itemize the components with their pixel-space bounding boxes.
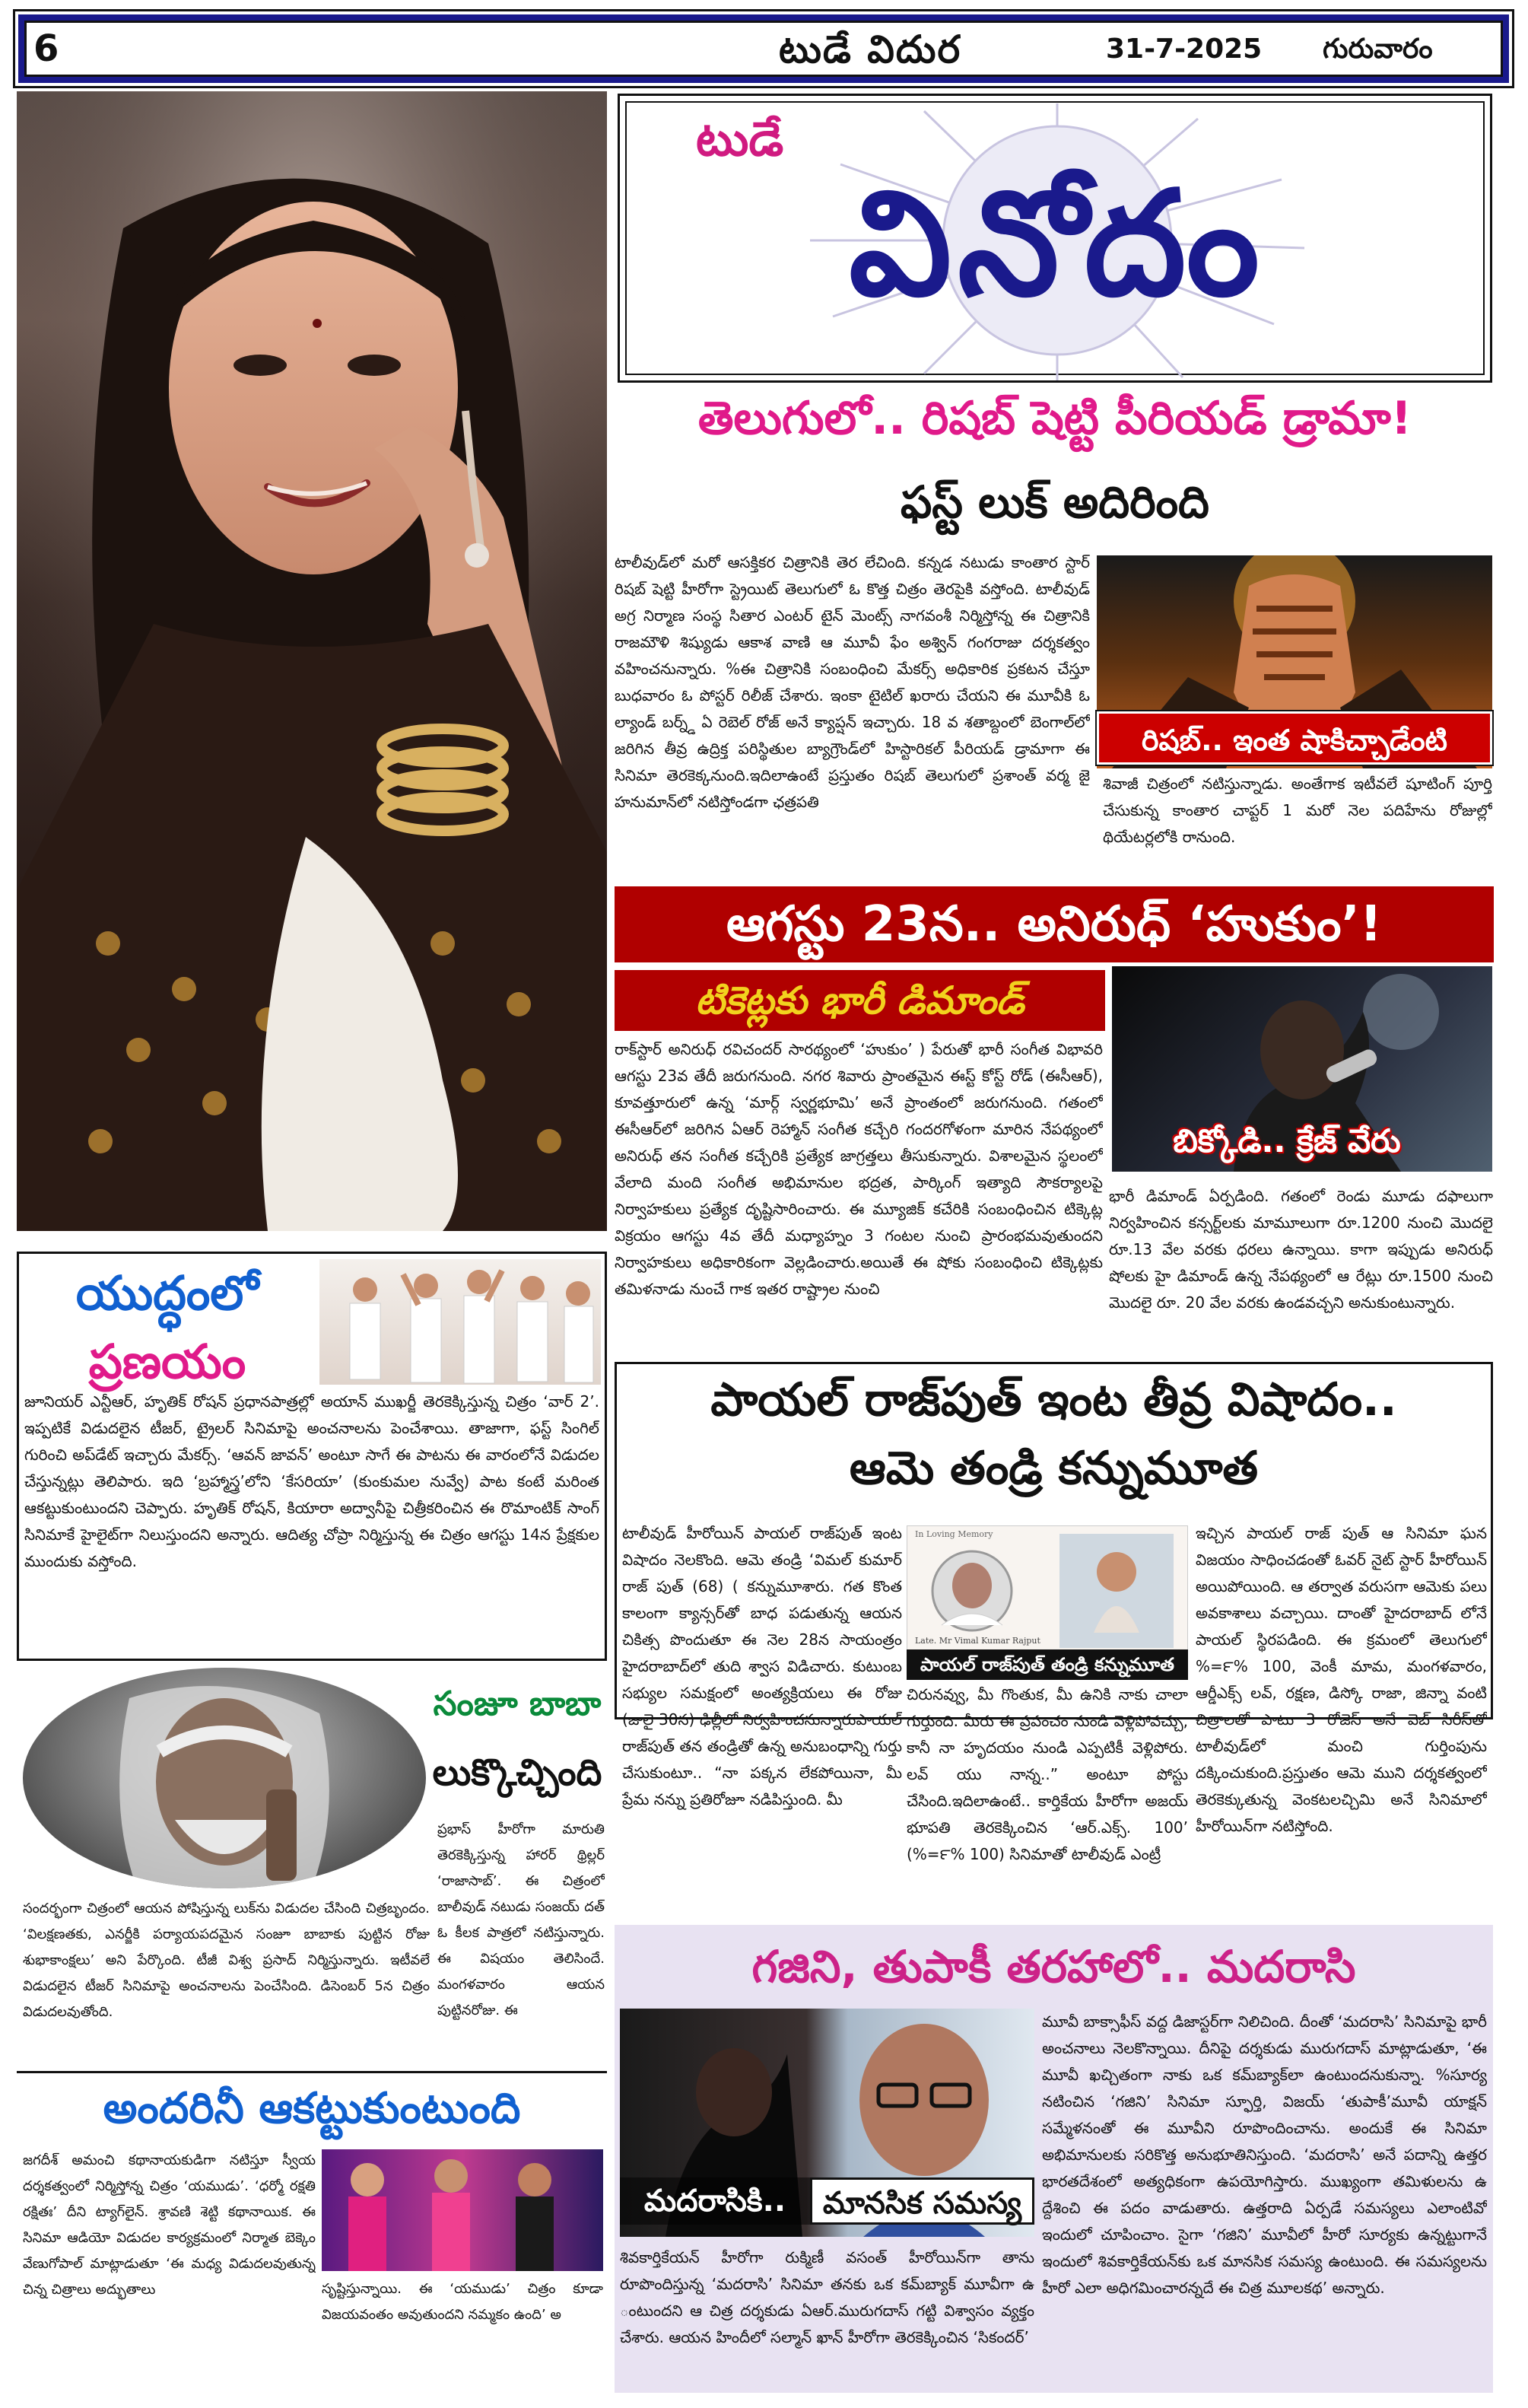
issue-date: 31-7-2025	[1106, 33, 1263, 65]
story7-photo-caption-1: మదరాసికి..	[620, 2177, 810, 2225]
story5-divider	[17, 2071, 607, 2073]
story2-body-left: రాక్‌స్టార్ అనిరుధ్ రవిచందర్ సారథ్యంలో ‘హుకుం’ ) పేరుతో భారీ సంగీత విభావరి ఆగస్టు 23వ తేదీ జరుగనుంది. నగర శివారు ప్రాంతమైన ఈస్ట్ కోస్ట్ రోడ్ (ఈసీఆర్), కూవత్తూరులో ఉన్న ‘మార్గ్ స్వర్ణభూమి’ అనే ప్రాంతంలో జరుగనుంది. గతంలో ఈసీఆర్‌లో జరిగిన ఏఆర్ రెహ్మాన్ సంగీత కచ్చేరి గందరగోళంగా మారిన నేపథ్యంలో అనిరుధ్ తన సంగీత కచ్చేరికి ప్రత్యేక జాగ్రత్తలు తీసుకున్నారు. విశాలమైన స్థలంలో వేలాది మంది సంగీత అభిమానుల భద్రత, పార్కింగ్ ఇత్యాది సౌకర్యాలపై నిర్వాహకులు ప్రత్యేక దృష్టిసారించారు. ఈ మ్యూజిక్ కచేరికి సంబంధించిన టిక్కెట్ల విక్రయం ఆగస్టు 4వ తేదీ మధ్యాహ్నం 3 గంటల నుంచి ప్రారంభమవుతుందని నిర్వాహకులు అధికారికంగా వెల్లడించారు.అయితే ఈ షోకు సంబంధించి టిక్కెట్లకు తమిళనాడు నుంచే గాక ఇతర రాష్ట్రాల నుంచి	[615, 1040, 1103, 1298]
story1-photo-caption: రిషబ్.. ఇంత షాకిచ్చాడేంటి	[1097, 711, 1492, 765]
story2-subhead: టికెట్లకు భారీ డిమాండ్	[615, 970, 1105, 1031]
memorial-title: In Loving Memory	[915, 1529, 993, 1539]
issue-day: గురువారం	[1323, 33, 1433, 65]
story7-body-right: మూవీ బాక్సాఫీస్ వద్ద డిజాస్టర్‌గా నిలిచింది. దీంతో ‘మదరాసి’ సినిమాపై భారీ అంచనాలు నెలకొన్నాయి. దీనిపై దర్శకుడు మురుగదాస్ మాట్లాడుతూ, ‘ఈ మూవీ ఖచ్చితంగా నాకు ఒక కమ్‌బ్యాక్‌లా ఉంటుందనుకున్నా. %సూర్య నటించిన ‘గజిని’ సినిమా స్ఫూర్తి, విజయ్ ‘తుపాకీ’మూవీ యాక్షన్ సమ్మేళనంతో ఈ మూవీని రూపొందించాను. అందుకే ఈ సినిమా అభిమానులకు సరికొత్త అనుభూతినిస్తుంది. ‘మదరాసి’ అనే పదాన్ని ఉత్తర భారతదేశంలో అత్యధికంగా ఉపయోగిస్తారు. ముఖ్యంగా తమిళులను ఉ ద్దేశించి ఈ పదం వాడుతారు. ఉత్తరాది ఏర్పడే సమస్యలు ఎలాంటివో ఇందులో చూపించాం. సైగా ‘గజిని’ మూవీలో హీరో సూర్యకు ఉన్నట్టుగానే ఇందులో శివకార్తికేయన్‌కు ఒక మానసిక సమస్య ఉంటుంది. ఈ సమస్యలను హీరో ఎలా అధిగమించారన్నదే ఈ చిత్ర మూలకథ’ అన్నారు.	[1042, 2012, 1487, 2297]
story2-headline: ఆగస్టు 23న.. అనిరుధ్ ‘హుకుం’!	[615, 886, 1494, 962]
story7-photo-caption-2: మానసిక సమస్య	[810, 2177, 1034, 2225]
section-header-box	[618, 94, 1492, 383]
newspaper-name: టుడే విదుర	[779, 27, 962, 72]
story3-headline-1: యుద్ధంలో	[75, 1265, 259, 1321]
story5-headline: అందరినీ ఆకట్టుకుంటుంది	[103, 2084, 521, 2133]
story2-body-right: భారీ డిమాండ్ ఏర్పడింది. గతంలో రెండు మూడు దఫాలుగా నిర్వహించిన కన్సర్ట్‌లకు మామూలుగా రూ.1200 నుంచి మొదలై రూ.13 వేల వరకు ధరలు ఉన్నాయి. కాగా ఇప్పుడు అనిరుధ్ షోలకు హై డిమాండ్ ఉన్న నేపథ్యంలో ఆ రేట్లు రూ.1500 నుంచి మొదలై రూ. 20 వేల వరకు ఉండవచ్చని అనుకుంటున్నారు.	[1109, 1187, 1493, 1312]
page-number: 6	[33, 27, 59, 70]
story6-headline-1: పాయల్ రాజ్‌పుత్ ఇంట తీవ్ర విషాదం..	[710, 1373, 1397, 1427]
story6-body-middle: చిరునవ్వు, మీ గొంతుక, మీ ఉనికి నాకు చాలా గుర్తుంది. మీరు ఈ ప్రపంచం నుండి వెళ్లిపోవచ్చు, కానీ నా హృదయం నుండి ఎప్పటికీ వెళ్లిపోరు. లవ్ యు నాన్న..” అంటూ పోస్టు చేసింది.ఇదిలాఉంటే.. కార్తికేయ హీరోగా అజయ్ భూపతి తెరకెక్కించిన ‘ఆర్.ఎక్స్. 100’ (%=౯% 100) సినిమాతో టాలీవుడ్ ఎంట్రీ	[907, 1685, 1188, 1863]
story3-headline-2: ప్రణయం	[88, 1334, 246, 1389]
section-title: వినోదం	[849, 160, 1266, 328]
story6-photo-caption: పాయల్ రాజ్‌పుత్ తండ్రి కన్నుమూత	[907, 1649, 1188, 1680]
story1-headline-1: తెలుగులో.. రిషబ్ షెట్టి పీరియడ్ డ్రామా!	[697, 392, 1412, 445]
dance-illustration	[319, 1259, 601, 1385]
story4-photo	[23, 1668, 426, 1888]
story4-body-left: సందర్భంగా చిత్రంలో ఆయన పోషిస్తున్న లుక్‌ను విడుదల చేసింది చిత్రబృందం. ‘విలక్షణతకు, ఎనర్జీకి పర్యాయపదమైన సంజూ బాబాకు పుట్టిన రోజు శుభాకాంక్షలు’ అని పేర్కొంది. టీజీ విశ్వ ప్రసాద్ నిర్మిస్తున్నారు. ఇటీవలే విడుదలైన టీజర్ సినిమాపై అంచనాలను పెంచేసింది. డిసెంబర్ 5న చిత్రం విడుదలవుతోంది.	[23, 1901, 430, 2020]
story5-body-bottom: సృష్టిస్తున్నాయి. ఈ ‘యముడు’ చిత్రం కూడా విజయవంతం అవుతుందని నమ్మకం ఉంది’ అ	[322, 2281, 603, 2323]
story3-body: జూనియర్ ఎన్టీఆర్, హృతిక్ రోషన్ ప్రధానపాత్రల్లో అయాన్ ముఖర్జీ తెరకెక్కిస్తున్న చిత్రం ‘వార్ 2’. ఇప్పటికే విడుదలైన టీజర్, ట్రైలర్ సినిమాపై అంచనాలను పెంచేశాయి. తాజాగా, ఫస్ట్ సింగిల్ గురించి అప్‌డేట్ ఇచ్చారు మేకర్స్. ‘ఆవన్ జావన్’ అంటూ సాగే ఈ పాటను ఈ వారంలోనే విడుదల చేస్తున్నట్లు తెలిపారు. ఇది ‘బ్రహ్మాస్త్ర’లోని ‘కేసరియా’ (కుంకుమల నువ్వే) పాట కంటే మరింత ఆకట్టుకుంటుందని చెప్పారు. హృతిక్ రోషన్, కియారా అద్వానీపై చిత్రీకరించిన ఈ రొమాంటిక్ సాంగ్ సినిమాకే హైలైట్‌గా నిలుస్తుందని అన్నారు. ఆదిత్య చోప్రా నిర్మిస్తున్న ఈ చిత్రం ఆగస్టు 14న ప్రేక్షకుల ముందుకు వస్తోంది.	[24, 1392, 599, 1570]
story6-headline-2: ఆమె తండ్రి కన్నుమూత	[849, 1442, 1259, 1495]
story1-body-left: టాలీవుడ్‌లో మరో ఆసక్తికర చిత్రానికి తెర లేచింది. కన్నడ నటుడు కాంతార స్టార్ రిషబ్ షెట్టి హీరోగా స్ట్రెయిట్ తెలుగులో ఓ కొత్త చిత్రం తెరపైకి వస్తోంది. టాలీవుడ్ అగ్ర నిర్మాణ సంస్థ సితార ఎంటర్ టైన్ మెంట్స్ నాగవంశీ నిర్మిస్తోన్న ఈ చిత్రానికి రాజమౌళి శిష్యుడు ఆకాశ వాణి ఆ మూవీ ఫేం అశ్విన్ గంగరాజు దర్శకత్వం వహించనున్నారు. %ఈ చిత్రానికి సంబంధించి మేకర్స్ అధికారిక ప్రకటన చేస్తూ బుధవారం ఓ పోస్టర్ రిలీజ్ చేశారు. ఇంకా టైటిల్ ఖరారు చేయని ఈ మూవీకి ఓ ల్యాండ్ బర్న్డ్ ఏ రెబెల్ రోజ్ అనే క్యాప్షన్ ఇచ్చారు. 18 వ శతాబ్దంలో బెంగాల్‌లో జరిగిన తీవ్ర ఉద్రిక్త పరిస్థితుల బ్యాగ్రౌండ్‌లో హిస్టారికల్ పీరియడ్ డ్రామాగా ఈ సినిమా తెరకెక్కనుంది.ఇదిలాఉంటే ప్రస్తుతం రిషబ్ తెలుగులో ప్రశాంత్ వర్మ జై హనుమాన్‌లో నటిస్తోండగా ఛత్రపతి	[615, 553, 1090, 811]
story3-photo	[319, 1259, 601, 1385]
story6-body-left: టాలీవుడ్ హీరోయిన్ పాయల్ రాజ్‌పుత్ ఇంట విషాదం నెలకొంది. ఆమె తండ్రి ‘విమల్ కుమార్ రాజ్ పుత్ (68) ( కన్నుమూశారు. గత కొంత కాలంగా క్యాన్సర్‌తో బాధ పడుతున్న ఆయన చికిత్స పొందుతూ ఈ నెల 28న సాయంత్రం హైదరాబాద్‌లో తుది శ్వాస విడిచారు. కుటుంబ సభ్యుల సమక్షంలో అంత్యక్రియలు ఈ రోజు (జులై 30న) ఢిల్లీలో నిర్వహించనున్నారుపాయల్ రాజ్‌పుత్ తన తండ్రితో ఉన్న అనుబంధాన్ని గుర్తు చేసుకుంటూ.. “నా పక్కన లేకపోయినా, మీ ప్రేమ నన్ను ప్రతిరోజూ నడిపిస్తుంది. మీ	[622, 1524, 902, 1808]
story7-body-bottom: శివకార్తికేయన్ హీరోగా రుక్మిణీ వసంత్ హీరోయిన్‌గా తాను రూపొందిస్తున్న ‘మదరాసి’ సినిమా తనకు ఒక కమ్‌బ్యాక్ మూవీగా ఉ ంటుందని ఆ చిత్ర దర్శకుడు ఏఆర్.మురుగదాస్ గట్టి విశ్వాసం వ్యక్తం చేశారు. ఆయన హిందీలో సల్మాన్ ఖాన్ హీరోగా తెరకెక్కించిన ‘సికందర్’	[620, 2248, 1034, 2346]
story1-body-right: శివాజీ చిత్రంలో నటిస్తున్నాడు. అంతేగాక ఇటీవలే షూటింగ్ పూర్తి చేసుకున్న కాంతార చాప్టర్ 1 మరో నెల పదిహేను రోజుల్లో థియేటర్లలోకి రానుంది.	[1103, 775, 1492, 846]
story5-body-top: జగదీశ్ అమంచి కథానాయకుడిగా నటిస్తూ స్వీయ దర్శకత్వంలో నిర్మిస్తోన్న చిత్రం ‘యముడు’. ‘ధర్మో రక్షతి రక్షితః’ దీని ట్యాగ్‌లైన్. శ్రావణి శెట్టి కథానాయిక. ఈ సినిమా ఆడియో విడుదల కార్యక్రమంలో నిర్మాత బెక్కెం వేణుగోపాల్ మాట్లాడుతూ ‘ఈ మధ్య విడుదలవుతున్న చిన్న చిత్రాలు అద్భుతాలు	[23, 2152, 316, 2298]
story4-body-right: ప్రభాస్ హీరోగా మారుతి తెరకెక్కిస్తున్న హారర్ థ్రిల్లర్ ‘రాజాసాబ్’. ఈ చిత్రంలో బాలీవుడ్ నటుడు సంజయ్ దత్ ఓ కీలక పాత్రలో నటిస్తున్నారు. ఈ విషయం తెలిసిందే. మంగళవారం ఆయన పుట్టినరోజు. ఈ	[437, 1821, 605, 2018]
section-title-small: టుడే	[696, 111, 784, 167]
story4-headline-1: సంజూ బాబా	[433, 1684, 602, 1723]
portrait-illustration	[17, 91, 607, 1231]
actress-portrait-photo	[17, 91, 607, 1231]
masthead	[15, 11, 1512, 86]
story2-photo-caption: బిక్కోడి.. క్రేజ్ వేరు	[1173, 1122, 1401, 1159]
story6-body-right: ఇచ్చిన పాయల్ రాజ్ పుత్ ఆ సినిమా ఘన విజయం సాధించడంతో ఓవర్ నైట్ స్టార్ హీరోయిన్ అయిపోయింది. ఆ తర్వాత వరుసగా ఆమెకు పలు అవకాశాలు వచ్చాయి. దాంతో హైదరాబాద్ లోనే పాయల్ స్థిరపడింది. ఈ క్రమంలో తెలుగులో %=౯% 100, వెంకీ మామ, మంగళవారం, ఆర్డీఎక్స్ లవ్, రక్షణ, డిస్కో రాజా, జిన్నా వంటి చిత్రాలతో పాటు 3 రోజెస్ అనే వెబ్ సిరీస్‌తో టాలీవుడ్‌లో మంచి గుర్తింపును దక్కించుకుంది.ప్రస్తుతం ఆమె ముని దర్శకత్వంలో తెరకెక్కుతున్న వెంకటలచ్చిమి అనే సినిమాలో హీరోయిన్‌గా నటిస్తోంది.	[1196, 1524, 1487, 1835]
couple-illustration	[322, 2149, 603, 2271]
memorial-name: Late. Mr Vimal Kumar Rajput	[915, 1636, 1040, 1646]
story5-photo	[322, 2149, 603, 2271]
old-man-illustration	[23, 1668, 426, 1888]
story1-headline-2: ఫస్ట్ లుక్ అదిరింది	[901, 476, 1209, 528]
story4-headline-2: లుక్కొచ్చింది	[432, 1751, 602, 1794]
story7-headline: గజిని, తుపాకీ తరహాలో.. మదరాసి	[751, 1941, 1356, 1993]
